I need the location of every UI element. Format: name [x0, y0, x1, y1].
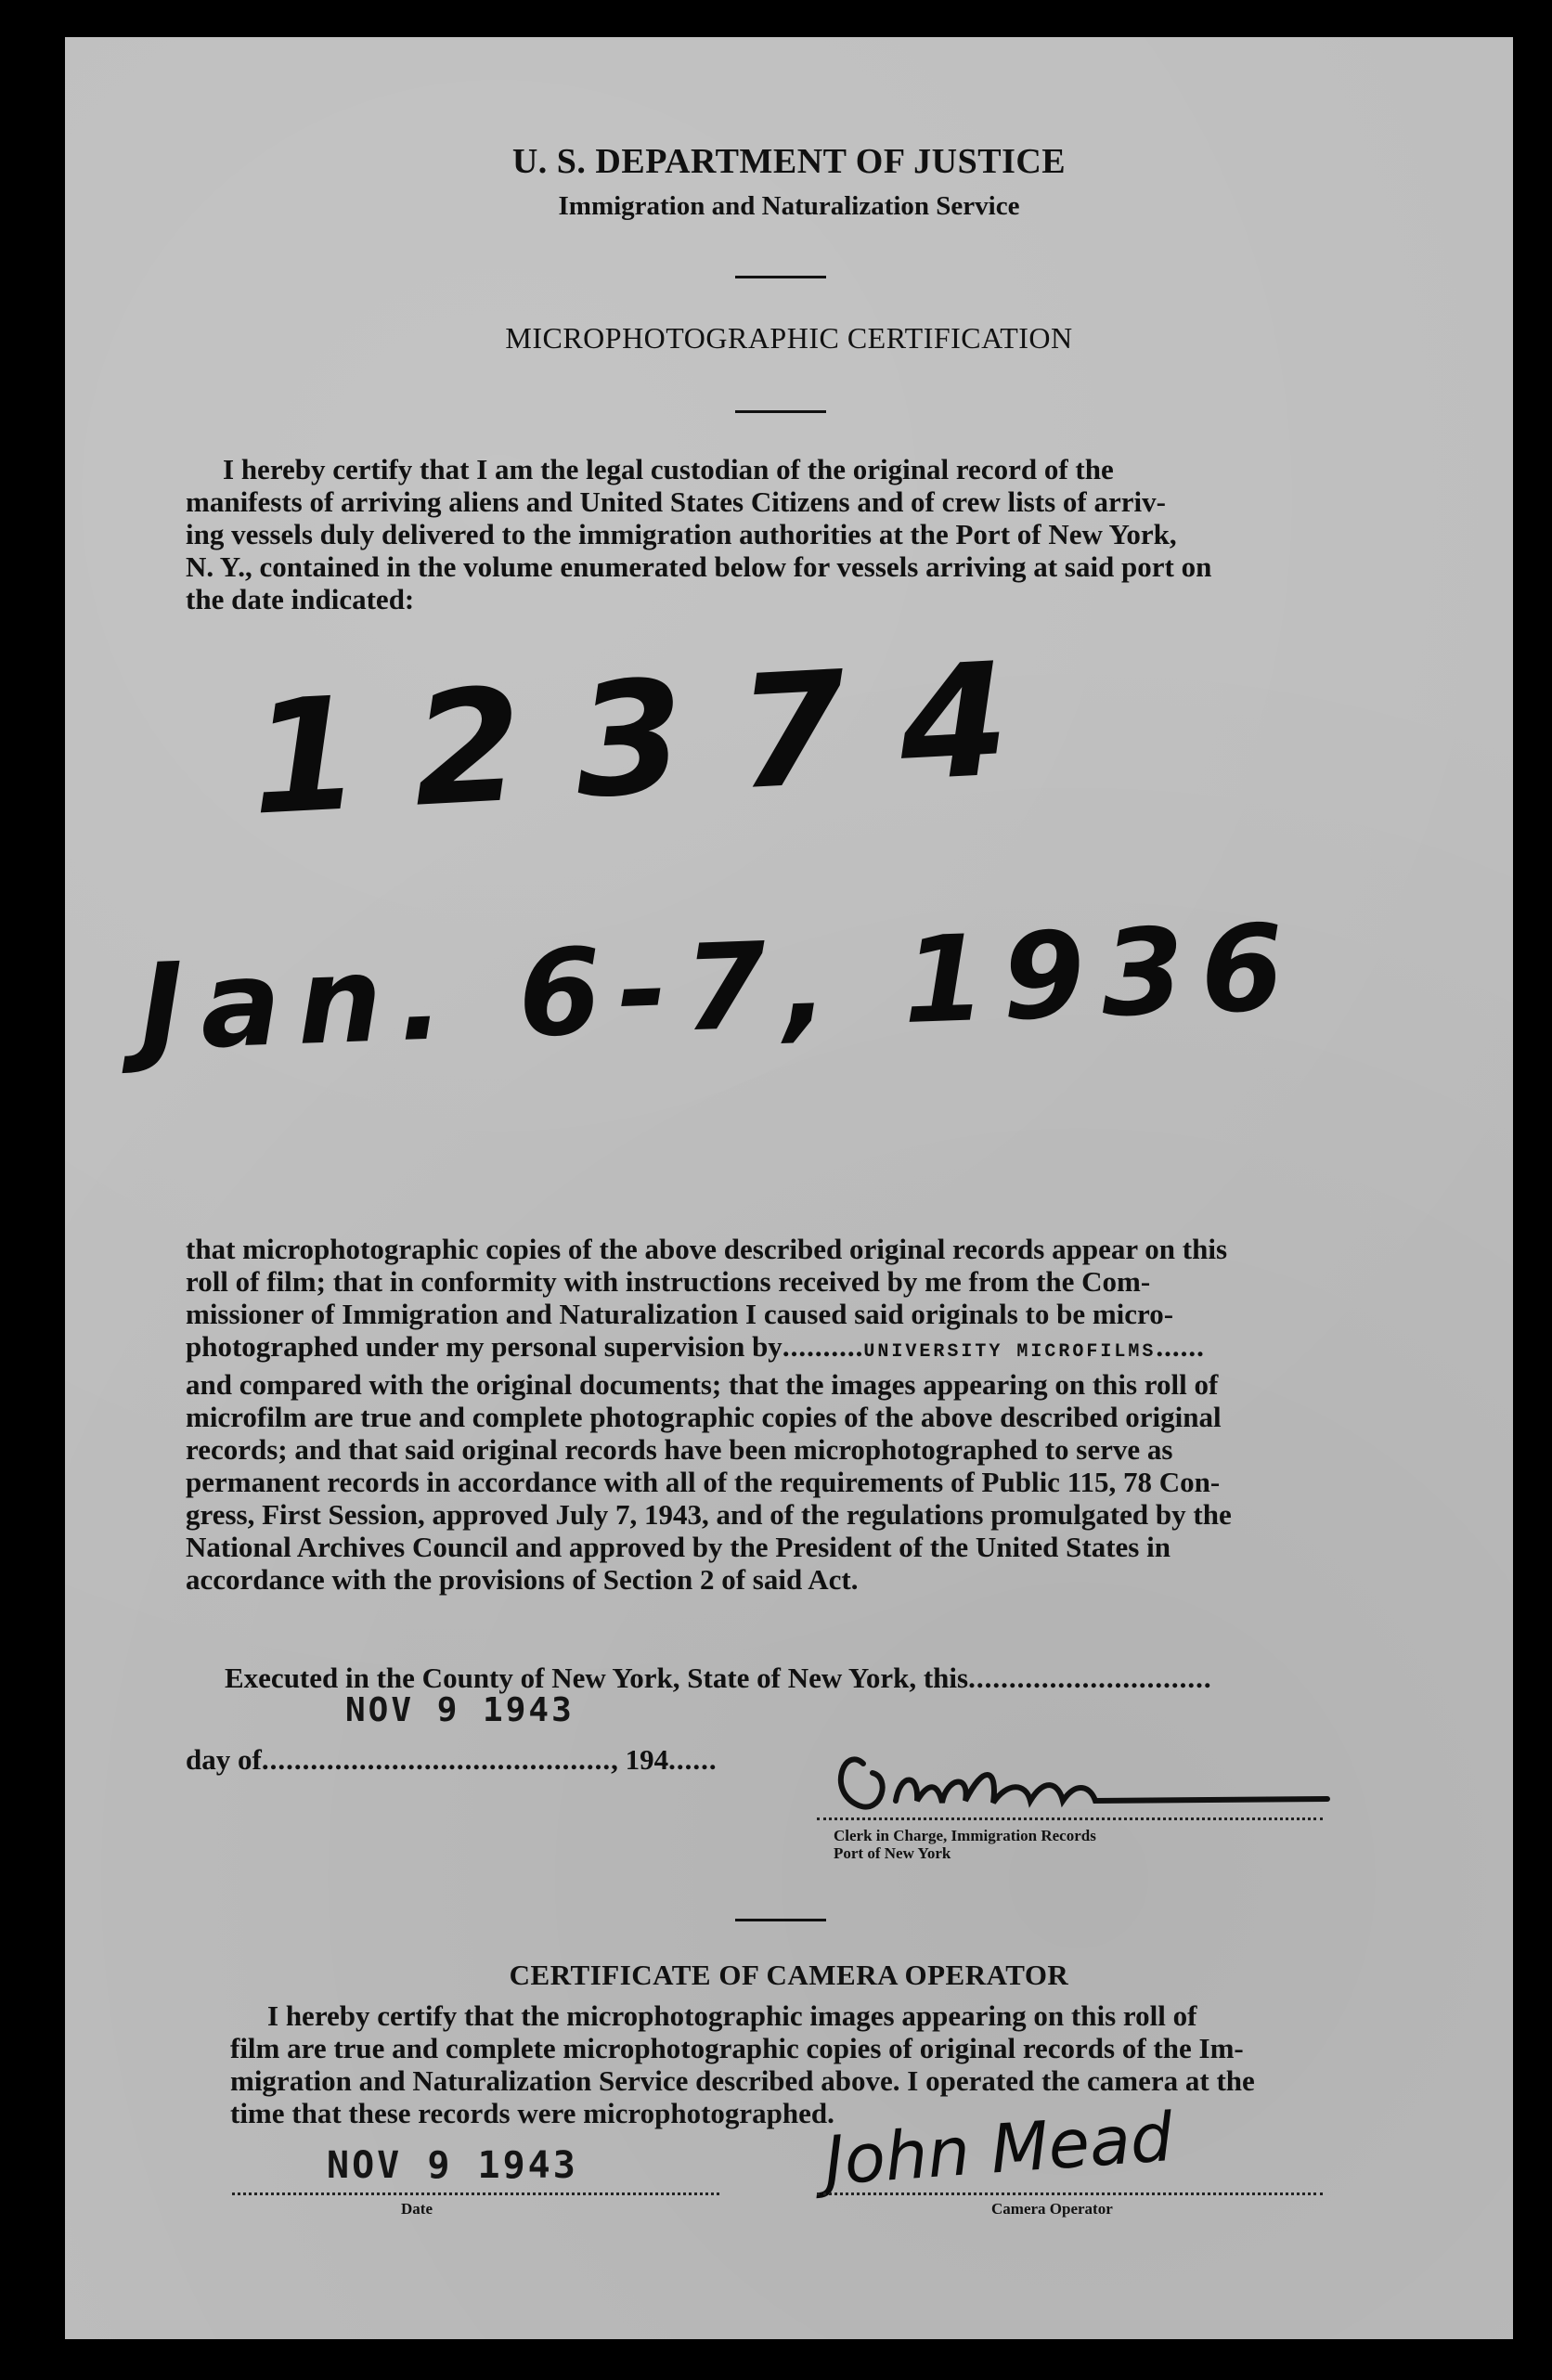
intro-line: manifests of arriving aliens and United States Citizens and of crew lists of arriv-: [186, 485, 1166, 518]
clerk-signature: [808, 1736, 1364, 1838]
intro-line: ing vessels duly delivered to the immigration authorities at the Port of New York,: [186, 518, 1177, 550]
day-of-dots: ...........................................: [261, 1743, 612, 1776]
camera-line: I hereby certify that the microphotographic images appearing on this roll of: [267, 1999, 1197, 2032]
body-line: microfilm are true and complete photographic copies of the above described original: [186, 1401, 1222, 1433]
body-line: missioner of Immigration and Naturalization I caused said originals to be micro-: [186, 1298, 1174, 1330]
camera-operator-paragraph: [230, 1999, 1446, 2129]
camera-operator-signature: John Mead: [821, 2097, 1176, 2201]
executed-line: [225, 1662, 1212, 1695]
date-line: [232, 2192, 719, 2195]
certification-title: MICROPHOTOGRAPHIC CERTIFICATION: [505, 321, 1073, 355]
day-of-line: [186, 1743, 718, 1777]
executed-dots: ..............................: [968, 1662, 1212, 1694]
body-line: National Archives Council and approved by the President of the United States in: [186, 1531, 1170, 1563]
year-dots: ......: [668, 1743, 718, 1776]
handwritten-volume-date: Jan. 6-7, 1936: [136, 899, 1303, 1078]
supervision-dots: ..........: [782, 1330, 864, 1363]
date-label: Date: [401, 2200, 433, 2218]
intro-line: N. Y., contained in the volume enumerated below for vessels arriving at said port on: [186, 550, 1212, 583]
body-line: accordance with the provisions of Section 2 of said Act.: [186, 1563, 859, 1596]
camera-line: migration and Naturalization Service described above. I operated the camera at the: [230, 2064, 1255, 2097]
body-line: gress, First Session, approved July 7, 1943, and of the regulations promulgated by the: [186, 1498, 1232, 1531]
camera-line: film are true and complete microphotographic copies of original records of the Im-: [230, 2032, 1244, 2064]
executed-text: Executed in the County of New York, State of New York, this: [225, 1662, 969, 1694]
body-line: permanent records in accordance with all of the requirements of Public 115, 78 Con-: [186, 1466, 1221, 1498]
year-prefix: , 194: [611, 1743, 669, 1776]
camera-date-stamp: NOV 9 1943: [327, 2144, 578, 2187]
operator-signature-line: [817, 2192, 1323, 2195]
service-subtitle: Immigration and Naturalization Service: [558, 191, 1020, 221]
body-line: that microphotographic copies of the above described original records appear on this: [186, 1233, 1228, 1265]
clerk-title: [834, 1827, 1096, 1862]
intro-line: the date indicated:: [186, 583, 415, 615]
supervision-dots-end: ......: [1156, 1330, 1205, 1363]
body-line: roll of film; that in conformity with instructions received by me from the Com-: [186, 1265, 1151, 1298]
divider-middle: [735, 410, 826, 413]
intro-paragraph: [186, 453, 1448, 615]
body-paragraph: [186, 1233, 1448, 1596]
supervisor-name: UNIVERSITY MICROFILMS: [863, 1341, 1157, 1363]
camera-operator-title: CERTIFICATE OF CAMERA OPERATOR: [509, 1959, 1069, 1991]
executed-date-stamp: NOV 9 1943: [345, 1691, 575, 1729]
department-title: U. S. DEPARTMENT OF JUSTICE: [511, 142, 1067, 181]
certificate-sheet: [65, 37, 1513, 2339]
camera-operator-label: Camera Operator: [991, 2200, 1113, 2218]
handwritten-volume-number: 12374: [246, 626, 1067, 850]
day-of-label: day of: [186, 1743, 262, 1776]
supervision-line: [186, 1330, 1448, 1368]
supervision-prefix: photographed under my personal supervision by: [186, 1330, 782, 1363]
clerk-signature-line: [817, 1817, 1323, 1820]
intro-line: I hereby certify that I am the legal custodian of the original record of the: [223, 453, 1114, 485]
body-line: and compared with the original documents; that the images appearing on this roll of: [186, 1368, 1219, 1401]
divider-top: [735, 276, 826, 278]
body-line: records; and that said original records have been microphotographed to serve as: [186, 1433, 1173, 1466]
clerk-title-line: Port of New York: [834, 1844, 951, 1862]
camera-line: time that these records were microphotographed.: [230, 2097, 834, 2129]
divider-bottom: [735, 1919, 826, 1921]
clerk-title-line: Clerk in Charge, Immigration Records: [834, 1827, 1096, 1844]
